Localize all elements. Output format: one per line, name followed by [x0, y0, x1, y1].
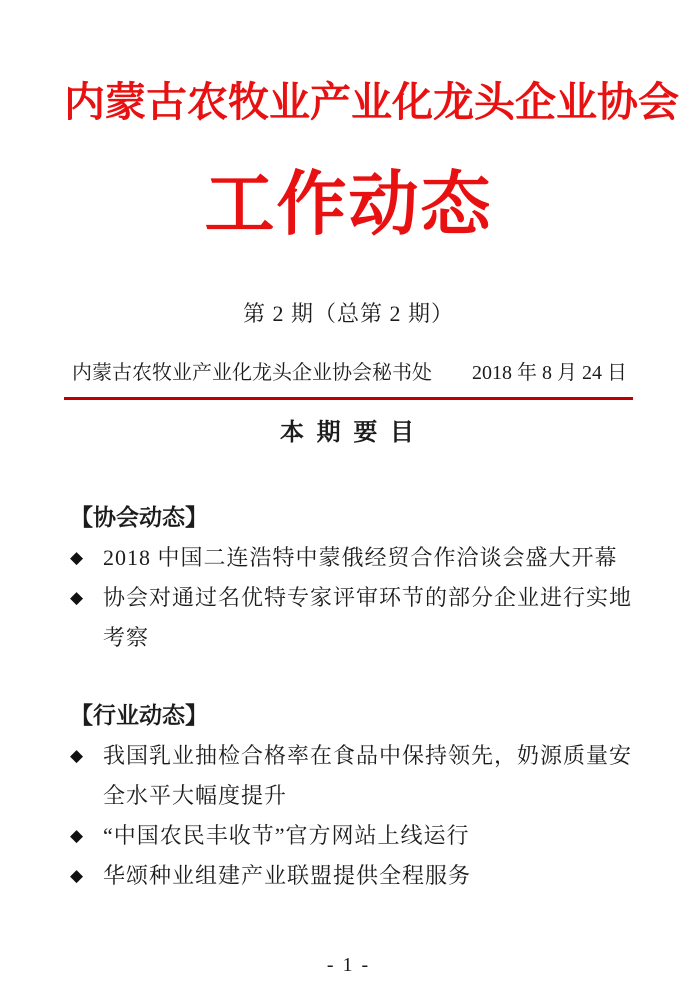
toc-item-list — [64, 538, 633, 658]
diamond-bullet-icon: ◆ — [70, 548, 84, 567]
page-number: - 1 - — [326, 954, 371, 976]
issue-number-line: 第 2 期（总第 2 期） — [242, 301, 454, 326]
diamond-bullet-icon: ◆ — [70, 866, 84, 885]
section-heading: 【行业动态】 — [70, 702, 208, 728]
toc-item-text: 我国乳业抽检合格率在食品中保持领先，奶源质量安全水平大幅度提升 — [103, 743, 633, 808]
section-association-news — [64, 502, 633, 658]
red-divider-rule — [64, 397, 633, 400]
diamond-bullet-icon: ◆ — [70, 746, 84, 765]
publisher-name: 内蒙古农牧业产业化龙头企业协会秘书处 — [72, 362, 432, 384]
toc-item-text: “中国农民丰收节”官方网站上线运行 — [103, 823, 470, 848]
toc-item-list — [64, 736, 633, 896]
toc-item-text: 华颂种业组建产业联盟提供全程服务 — [103, 863, 472, 888]
bulletin-title: 工作动态 — [204, 167, 493, 244]
section-heading: 【协会动态】 — [70, 504, 208, 530]
toc-item-text: 协会对通过名优特专家评审环节的部分企业进行实地考察 — [103, 585, 633, 650]
toc-item — [64, 856, 633, 896]
toc-item — [64, 736, 633, 816]
toc-item — [64, 816, 633, 856]
publish-date: 2018 年 8 月 24 日 — [472, 362, 627, 384]
publisher-row — [64, 360, 633, 386]
organization-title: 内蒙古农牧业产业化龙头企业协会 — [64, 79, 679, 125]
diamond-bullet-icon: ◆ — [70, 826, 84, 845]
toc-item — [64, 578, 633, 658]
toc-item-text: 2018 中国二连浩特中蒙俄经贸合作洽谈会盛大开幕 — [103, 545, 618, 570]
toc-title: 本 期 要 目 — [279, 419, 417, 446]
diamond-bullet-icon: ◆ — [70, 588, 84, 607]
section-industry-news — [64, 700, 633, 896]
toc-item — [64, 538, 633, 578]
